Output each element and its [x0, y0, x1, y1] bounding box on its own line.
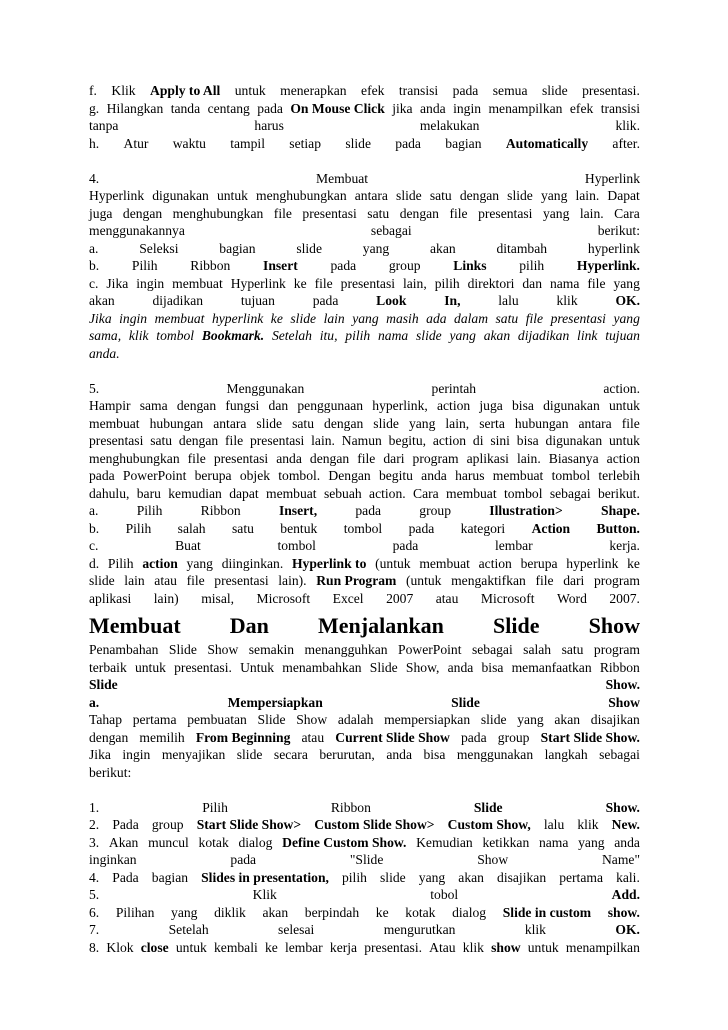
text-line: 3. Akan muncul kotak dialog Define Custom Show. Kemudian ketikkan nama yang anda [89, 834, 640, 850]
heading-slide-show: Membuat Dan Menjalankan Slide Show [89, 613, 640, 638]
paragraph-slide-show-intro [89, 641, 640, 781]
text-line: terbaik untuk presentasi. Untuk menambahkan Slide Show, anda bisa memanfaatkan Ribbon [89, 659, 640, 675]
paragraph-slide-show-steps [89, 799, 640, 957]
text-line: pada PowerPoint berupa objek tombol. Dengan begitu anda harus membuat tombol terlebih [89, 468, 640, 483]
text-line: menghubungkan file presentasi anda dengan file dari program aplikasi lain. Biasanya action [89, 450, 640, 466]
text-line: menggunakannya sebagai berikut: [89, 223, 640, 238]
text-line: d. Pilih action yang diinginkan. Hyperlink to (untuk membuat action berupa hyperlink ke [89, 555, 640, 571]
text-line-italic: sama, klik tombol Bookmark. Setelah itu, pilih nama slide yang akan dijadikan link tujuan [89, 328, 640, 343]
section-title-hyperlink: 4. Membuat Hyperlink [89, 170, 640, 186]
section-title-action: 5. Menggunakan perintah action. [89, 380, 640, 396]
text-line-italic: anda. [89, 345, 120, 361]
text-line: slide lain atau file presentasi lain). Run Program (untuk mengaktifkan file dari program [89, 573, 640, 588]
subheading-mempersiapkan: a. Mempersiapkan Slide Show [89, 694, 640, 710]
text-line: 6. Pilihan yang diklik akan berpindah ke kotak dialog Slide in custom show. [89, 904, 640, 920]
paragraph-transition-steps [89, 82, 640, 152]
text-line: 7. Setelah selesai mengurutkan klik OK. [89, 922, 640, 937]
text-line: dahulu, baru kemudian dapat membuat sebuah action. Cara membuat tombol sebagai berikut. [89, 485, 640, 501]
text-line: Tahap pertama pembuatan Slide Show adalah mempersiapkan slide yang akan disajikan [89, 712, 640, 727]
text-line: 1. Pilih Ribbon Slide Show. [89, 799, 640, 815]
text-line: c. Jika ingin membuat Hyperlink ke file presentasi lain, pilih direktori dan nama file yang [89, 275, 640, 291]
text-line: aplikasi lain) misal, Microsoft Excel 2007 atau Microsoft Word 2007. [89, 590, 640, 606]
text-line: tanpa harus melakukan klik. [89, 118, 640, 133]
document-page [89, 82, 640, 956]
text-line: Hampir sama dengan fungsi dan penggunaan hyperlink, action juga bisa digunakan untuk [89, 398, 640, 413]
text-line: 2. Pada group Start Slide Show> Custom Slide Show> Custom Show, lalu klik New. [89, 817, 640, 832]
text-line: Hyperlink digunakan untuk menghubungkan antara slide satu dengan slide yang lain. Dapat [89, 188, 640, 203]
text-line: akan dijadikan tujuan pada Look In, lalu klik OK. [89, 293, 640, 308]
text-line: juga dengan menghubungkan file presentasi satu dengan file presentasi yang lain. Cara [89, 205, 640, 221]
text-line-italic: Jika ingin membuat hyperlink ke slide lain yang masih ada dalam satu file presentasi yang [89, 310, 640, 326]
text-line: presentasi satu dengan file presentasi lain. Namun begitu, action di sini bisa digunakan untuk [89, 433, 640, 448]
paragraph-hyperlink [89, 170, 640, 363]
text-line: Penambahan Slide Show semakin menangguhkan PowerPoint sebagai salah satu program [89, 642, 640, 657]
text-line: g. Hilangkan tanda centang pada On Mouse Click jika anda ingin menampilkan efek transisi [89, 100, 640, 116]
text-line: dengan memilih From Beginning atau Current Slide Show pada group Start Slide Show. [89, 729, 640, 745]
text-line: h. Atur waktu tampil setiap slide pada bagian Automatically after. [89, 135, 640, 151]
text-line: c. Buat tombol pada lembar kerja. [89, 538, 640, 553]
paragraph-action [89, 380, 640, 608]
text-line: a. Pilih Ribbon Insert, pada group Illustration> Shape. [89, 503, 640, 518]
text-line: f. Klik Apply to All untuk menerapkan efek transisi pada semua slide presentasi. [89, 83, 640, 98]
text-line: Slide Show. [89, 677, 640, 692]
text-line: inginkan pada "Slide Show Name" [89, 852, 640, 867]
text-line: 4. Pada bagian Slides in presentation, pilih slide yang akan disajikan pertama kali. [89, 869, 640, 885]
text-line: a. Seleksi bagian slide yang akan ditambah hyperlink [89, 240, 640, 256]
text-line: berikut: [89, 764, 132, 780]
text-line: b. Pilih salah satu bentuk tombol pada kategori Action Button. [89, 520, 640, 536]
text-line: Jika ingin menyajikan slide secara berurutan, anda bisa menggunakan langkah sebagai [89, 747, 640, 762]
text-line: 8. Klok close untuk kembali ke lembar kerja presentasi. Atau klik show untuk menampilkan [89, 939, 640, 955]
text-line: b. Pilih Ribbon Insert pada group Links pilih Hyperlink. [89, 258, 640, 273]
text-line: 5. Klik tobol Add. [89, 887, 640, 902]
text-line: membuat hubungan antara slide satu dengan slide yang lain, serta hubungan antara file [89, 415, 640, 431]
